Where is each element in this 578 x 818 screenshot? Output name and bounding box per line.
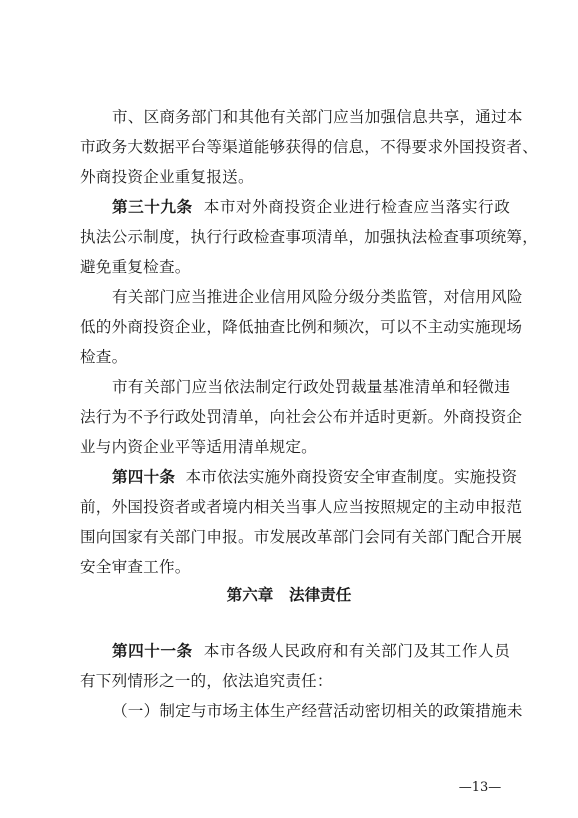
paragraph-line: 围向国家有关部门申报。市发展改革部门会同有关部门配合开展 bbox=[80, 528, 523, 546]
list-item-line: （一）制定与市场主体生产经营活动密切相关的政策措施未 bbox=[112, 702, 523, 720]
paragraph-line: 前，外国投资者或者境内相关当事人应当按照规定的主动申报范 bbox=[80, 498, 523, 516]
paragraph-line: 执法公示制度，执行行政检查事项清单，加强执法检查事项统筹， bbox=[80, 228, 539, 246]
paragraph-line: 避免重复检查。 bbox=[80, 258, 191, 276]
article-41-text: 本市各级人民政府和有关部门及其工作人员 bbox=[203, 642, 510, 660]
article-39-heading: 第三十九条 bbox=[112, 198, 193, 216]
article-40-text: 本市依法实施外商投资安全审查制度。实施投资 bbox=[185, 468, 518, 486]
article-40-line bbox=[112, 462, 518, 492]
paragraph-line: 有下列情形之一的，依法追究责任： bbox=[80, 672, 333, 690]
paragraph-line: 安全审查工作。 bbox=[80, 558, 191, 576]
paragraph-line: 市、区商务部门和其他有关部门应当加强信息共享，通过本 bbox=[112, 108, 523, 126]
article-39-text: 本市对外商投资企业进行检查应当落实行政 bbox=[203, 198, 510, 216]
paragraph-line: 有关部门应当推进企业信用风险分级分类监管，对信用风险 bbox=[112, 288, 523, 306]
paragraph-line: 市政务大数据平台等渠道能够获得的信息，不得要求外国投资者、 bbox=[80, 138, 539, 156]
paragraph-line: 低的外商投资企业，降低抽查比例和频次，可以不主动实施现场 bbox=[80, 318, 523, 336]
article-40-heading: 第四十条 bbox=[112, 468, 176, 486]
chapter-title: 第六章 法律责任 bbox=[226, 586, 352, 604]
paragraph-line: 法行为不予行政处罚清单，向社会公布并适时更新。外商投资企 bbox=[80, 408, 523, 426]
paragraph-line: 市有关部门应当依法制定行政处罚裁量基准清单和轻微违 bbox=[112, 378, 510, 396]
article-41-heading: 第四十一条 bbox=[112, 642, 193, 660]
page-number: —13— bbox=[458, 780, 502, 795]
article-39-line bbox=[112, 192, 510, 222]
paragraph-line: 外商投资企业重复报送。 bbox=[80, 168, 254, 186]
article-41-line bbox=[112, 636, 510, 666]
paragraph-line: 检查。 bbox=[80, 348, 128, 366]
paragraph-line: 业与内资企业平等适用清单规定。 bbox=[80, 438, 317, 456]
